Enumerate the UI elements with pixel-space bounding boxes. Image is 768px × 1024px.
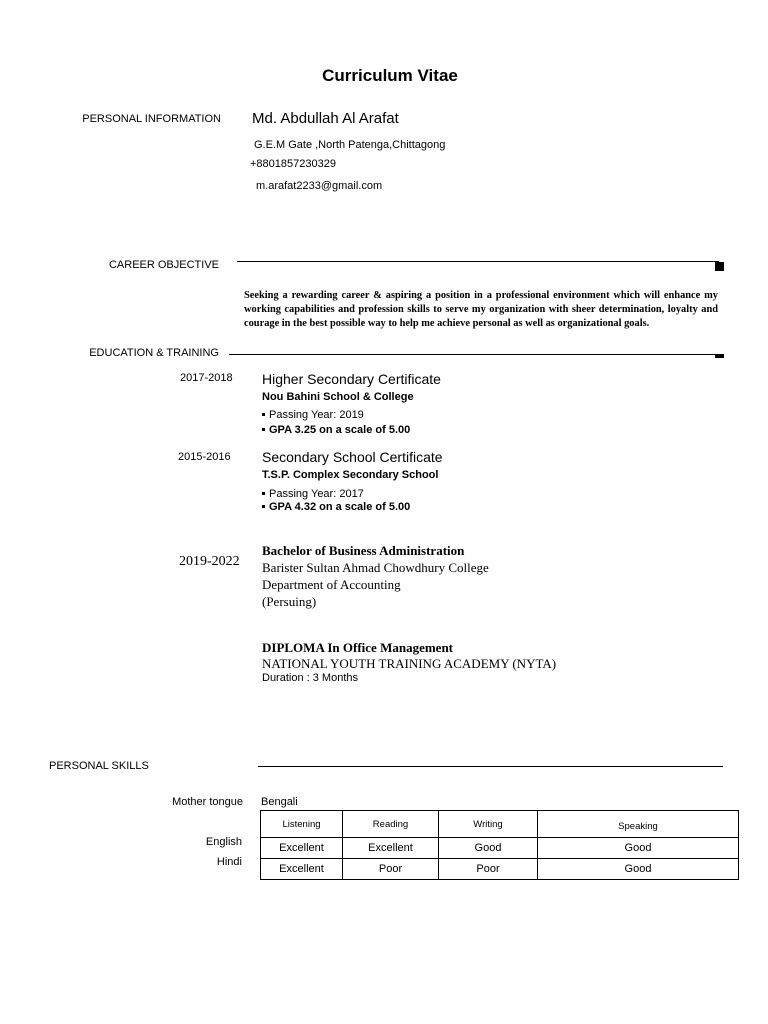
gpa: GPA 3.25 on a scale of 5.00 bbox=[269, 424, 411, 436]
gpa-item bbox=[262, 501, 410, 513]
diploma-title: DIPLOMA In Office Management bbox=[262, 640, 454, 655]
mother-tongue-label: Mother tongue bbox=[172, 796, 243, 808]
table-cell: Poor bbox=[439, 859, 538, 880]
department-name: Department of Accounting bbox=[262, 577, 401, 592]
education-divider-marker bbox=[715, 354, 724, 358]
passing-year-item bbox=[262, 409, 364, 421]
table-cell: Excellent bbox=[343, 838, 439, 859]
degree-title: Bachelor of Business Administration bbox=[262, 543, 465, 558]
education-year: 2019-2022 bbox=[179, 554, 240, 569]
column-header: Writing bbox=[439, 811, 538, 838]
table-cell: Good bbox=[439, 838, 538, 859]
table-cell: Poor bbox=[343, 859, 439, 880]
passing-year: Passing Year: 2017 bbox=[269, 488, 364, 500]
personal-skills-label: PERSONAL SKILLS bbox=[49, 760, 149, 772]
bullet-icon bbox=[262, 505, 265, 508]
table-cell: Good bbox=[538, 859, 739, 880]
degree-status: (Persuing) bbox=[262, 594, 317, 609]
career-divider bbox=[237, 261, 719, 262]
column-header: Reading bbox=[343, 811, 439, 838]
institution-name: Nou Bahini School & College bbox=[262, 391, 414, 403]
career-divider-marker bbox=[715, 262, 724, 271]
address: G.E.M Gate ,North Patenga,Chittagong bbox=[254, 139, 446, 151]
education-year: 2015-2016 bbox=[178, 451, 231, 463]
personal-information-label: PERSONAL INFORMATION bbox=[82, 113, 221, 125]
table-row bbox=[261, 859, 739, 880]
diploma-institution: NATIONAL YOUTH TRAINING ACADEMY (NYTA) bbox=[262, 656, 557, 671]
table-cell: Good bbox=[538, 838, 739, 859]
table-row bbox=[261, 838, 739, 859]
bullet-icon bbox=[262, 413, 265, 416]
gpa-item bbox=[262, 424, 410, 436]
diploma-duration: Duration : 3 Months bbox=[262, 672, 358, 684]
document-title: Curriculum Vitae bbox=[322, 66, 458, 85]
language-skills-table bbox=[260, 810, 739, 880]
full-name: Md. Abdullah Al Arafat bbox=[252, 110, 399, 127]
bullet-icon bbox=[262, 428, 265, 431]
email: m.arafat2233@gmail.com bbox=[256, 180, 383, 192]
phone: +8801857230329 bbox=[250, 158, 336, 170]
qualification-title: Higher Secondary Certificate bbox=[262, 371, 441, 387]
career-objective-label: CAREER OBJECTIVE bbox=[108, 259, 219, 271]
table-header-row bbox=[261, 811, 739, 838]
mother-tongue-value: Bengali bbox=[261, 796, 298, 808]
passing-year: Passing Year: 2019 bbox=[269, 409, 364, 421]
table-cell: Excellent bbox=[261, 838, 343, 859]
qualification-title: Secondary School Certificate bbox=[262, 449, 443, 465]
language-name: Hindi bbox=[216, 856, 242, 868]
skills-divider bbox=[258, 766, 723, 767]
column-header: Speaking bbox=[538, 811, 739, 838]
column-header: Listening bbox=[261, 811, 343, 838]
education-label: EDUCATION & TRAINING bbox=[89, 347, 219, 359]
passing-year-item bbox=[262, 488, 364, 500]
college-name: Barister Sultan Ahmad Chowdhury College bbox=[262, 560, 489, 575]
education-year: 2017-2018 bbox=[180, 372, 233, 384]
bullet-icon bbox=[262, 492, 265, 495]
education-divider bbox=[229, 354, 719, 355]
career-objective-text: Seeking a rewarding career & aspiring a position in a professional environment which will enhance my working capabilities and profession skills to serve my organization with sheer determination, loyalty and courage in the best possible way to help me achieve personal as well as organizational goals. bbox=[244, 290, 718, 329]
institution-name: T.S.P. Complex Secondary School bbox=[262, 469, 439, 481]
table-cell: Excellent bbox=[261, 859, 343, 880]
gpa: GPA 4.32 on a scale of 5.00 bbox=[269, 501, 411, 513]
language-name: English bbox=[205, 836, 242, 848]
